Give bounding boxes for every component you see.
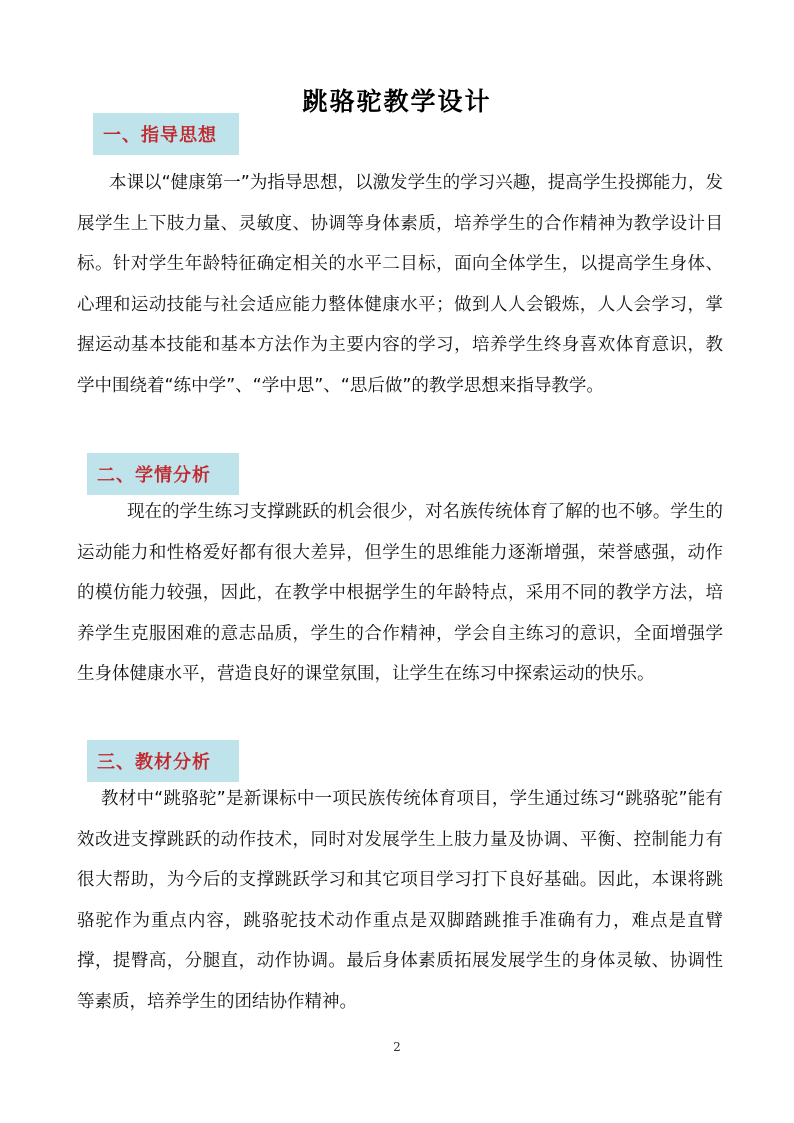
paragraph-learner-analysis: 现在的学生练习支撑跳跃的机会很少，对名族传统体育了解的也不够。学生的运动能力和性格爱好都有很大差异，但学生的思维能力逐渐增强，荣誉感强，动作的模仿能力较强，因此，在教学中根据学生的年龄特点，采用不同的教学方法，培养学生克服困难的意志品质，学生的合作精神，学会自主练习的意识，全面增强学生身体健康水平，营造良好的课堂氛围，让学生在练习中探索运动的快乐。: [77, 502, 723, 684]
paragraph-material-analysis: 教材中“跳骆驼”是新课标中一项民族传统体育项目，学生通过练习“跳骆驼”能有效改进支撑跳跃的动作技术，同时对发展学生上肢力量及协调、平衡、控制能力有很大帮助，为今后的支撑跳跃学习和其它项目学习打下良好基础。因此，本课将跳骆驼作为重点内容，跳骆驼技术动作重点是双脚踏跳推手准确有力，难点是直臂撑，提臀高，分腿直，动作协调。最后身体素质拓展发展学生的身体灵敏、协调性等素质，培养学生的团结协作精神。: [77, 789, 723, 1012]
section-heading-guiding-thought: [93, 113, 239, 155]
section-heading-material-analysis: [87, 740, 239, 782]
page-number: 2: [393, 1040, 401, 1054]
section-heading-text: 一、指导思想: [103, 125, 217, 146]
section-heading-text: 三、教材分析: [97, 752, 211, 773]
section-heading-text: 二、学情分析: [97, 465, 211, 486]
section-heading-learner-analysis: [87, 453, 239, 495]
paragraph-guiding-thought: 本课以“健康第一”为指导思想，以激发学生的学习兴趣，提高学生投掷能力，发展学生上下肢力量、灵敏度、协调等身体素质，培养学生的合作精神为教学设计目标。针对学生年龄特征确定相关的水平二目标，面向全体学生，以提高学生身体、心理和运动技能与社会适应能力整体健康水平；做到人人会锻炼，人人会学习，掌握运动基本技能和基本方法作为主要内容的学习，培养学生终身喜欢体育意识，教学中围绕着“练中学”、“学中思”、“思后做”的教学思想来指导教学。: [77, 173, 723, 396]
document-title: 跳骆驼教学设计: [302, 87, 492, 116]
